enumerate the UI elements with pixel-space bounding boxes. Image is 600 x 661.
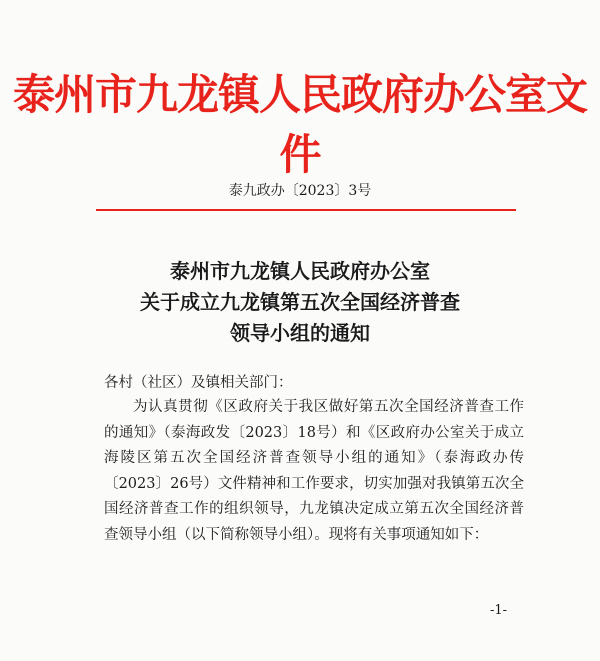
document-header-title: 泰州市九龙镇人民政府办公室文件 (12, 70, 587, 179)
page-number: -1- (490, 603, 508, 618)
subject-line-3: 领导小组的通知 (230, 321, 370, 345)
subject-line-2: 关于成立九龙镇第五次全国经济普查 (140, 290, 460, 314)
subject-line-1: 泰州市九龙镇人民政府办公室 (170, 259, 430, 283)
document-number: 泰九政办〔2023〕3号 (228, 183, 372, 199)
salutation: 各村（社区）及镇相关部门： (104, 375, 293, 391)
body-paragraph: 为认真贯彻《区政府关于我区做好第五次全国经济普查工作的通知》（泰海政发〔2023〕18号）和《区政府办公室关于成立海陵区第五次全国经济普查领导小组的通知》（泰海政办传〔2023〕26号）文件精神和工作要求，切实加强对我镇第五次全国经济普查工作的组织领导，九龙镇决定成立第五次全国经济普查领导小组（以下简称领导小组）。现将有关事项通知如下： (104, 399, 524, 543)
document-subject (0, 256, 600, 349)
header-divider (96, 209, 516, 211)
